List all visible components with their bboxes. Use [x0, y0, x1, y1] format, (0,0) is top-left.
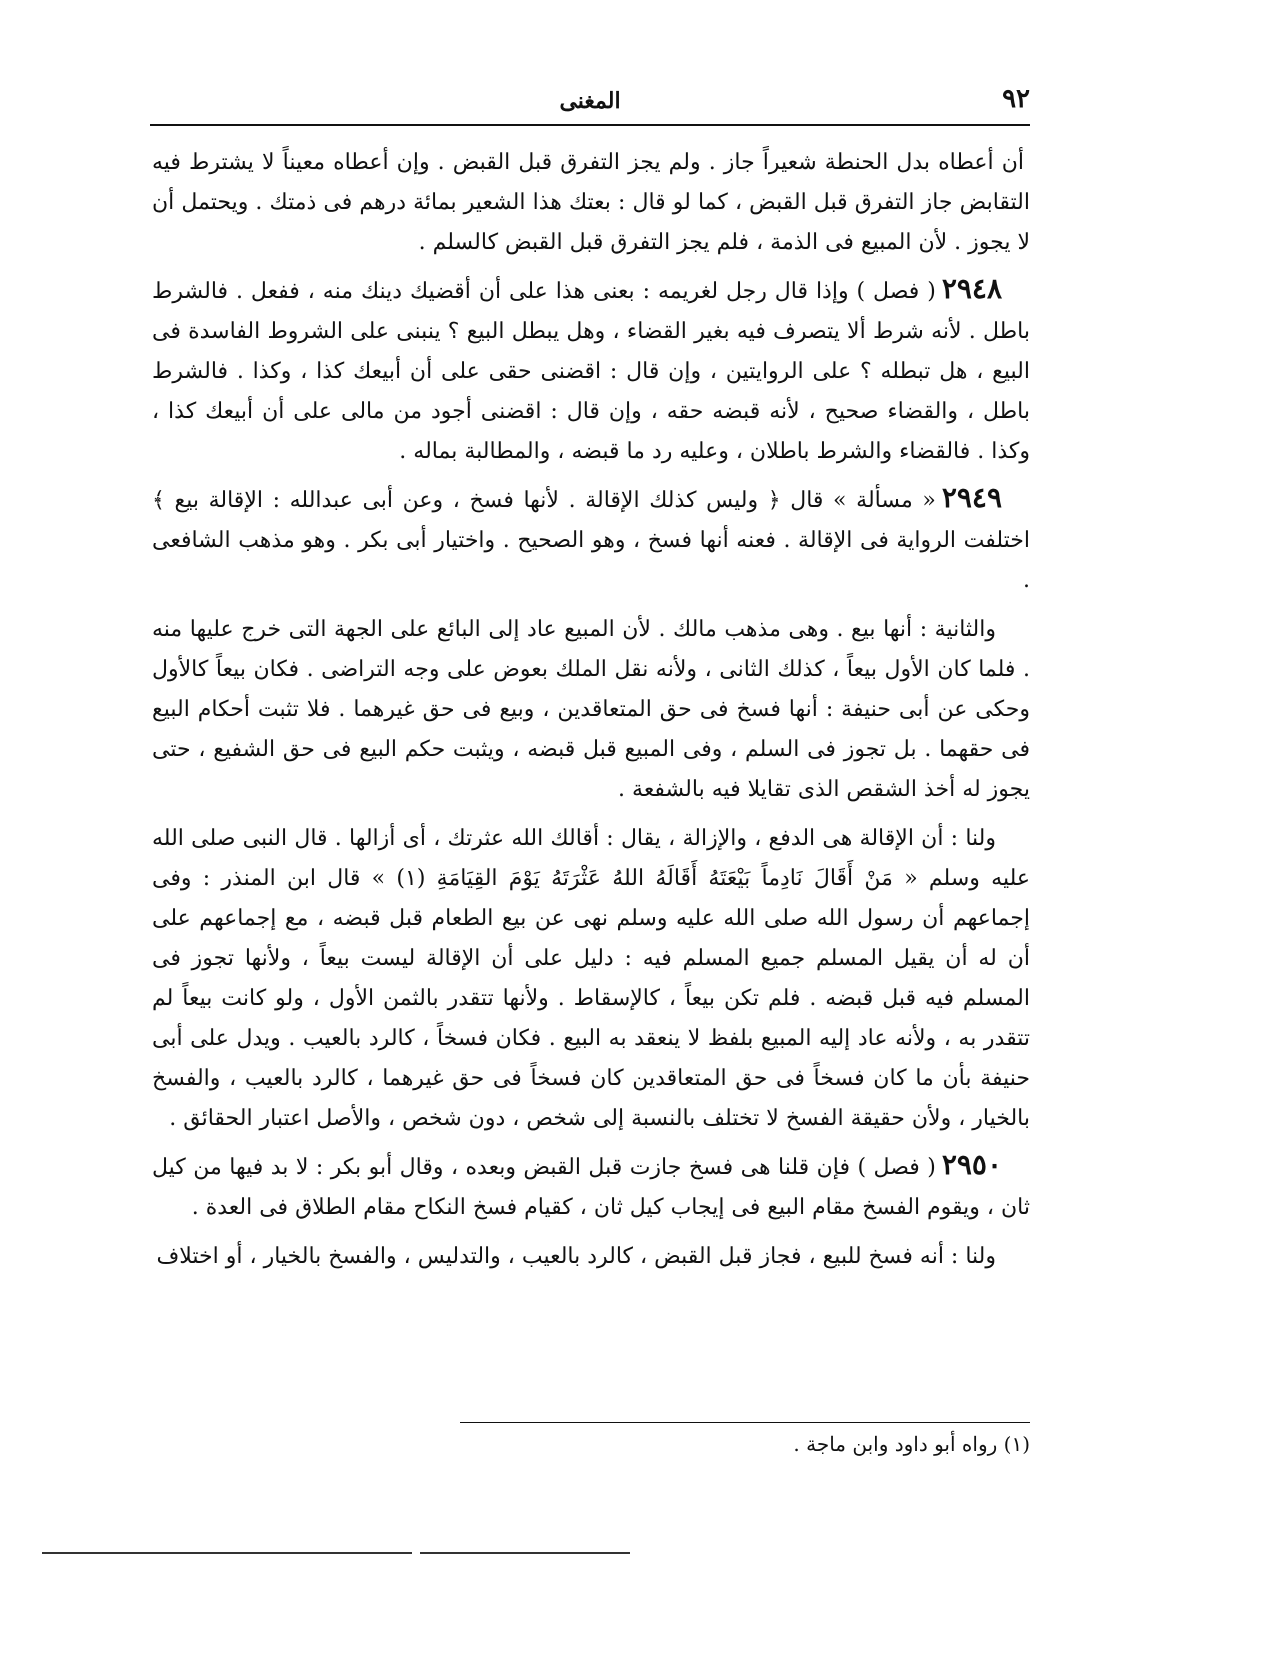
paragraph [152, 607, 1030, 810]
paragraph-text: والثانية : أنها بيع . وهى مذهب مالك . لأن المبيع عاد إلى البائع على الجهة التى خرج عليها منه . فلما كان الأول بيعاً ، كذلك الثانى ، ولأنه نقل الملك بعوض على وجه التراضى . فكان بيعاً كالأول وحكى عن أبى حنيفة : أنها فسخ فى حق المتعاقدين ، وبيع فى حق غيرهما . فلا تثبت أحكام البيع فى حقهما . بل تجوز فى السلم ، وفى المبيع قبل قبضه ، ويثبت حكم البيع فى حق الشفيع ، حتى يجوز له أخذ الشقص الذى تقايلا فيه بالشفعة . [152, 617, 1030, 802]
page-header [150, 84, 1030, 124]
paragraph-text: ولنا : أن الإقالة هى الدفع ، والإزالة ، يقال : أقالك الله عثرتك ، أى أزالها . قال النبى صلى الله عليه وسلم « مَنْ أَقَالَ نَادِماً بَيْعَتَهُ أَقَالَهُ اللهُ عَثْرَتَهُ يَوْمَ القِيَامَةِ (١) » قال ابن المنذر : وفى إجماعهم أن رسول الله صلى الله عليه وسلم نهى عن بيع الطعام قبل قبضه ، مع إجماعهم على أن له أن يقيل المسلم جميع المسلم فيه : دليل على أن الإقالة ليست بيعاً ، ولأنها تجوز فى المسلم فيه قبل قبضه . فلم تكن بيعاً ، كالإسقاط . ولأنها تتقدر بالثمن الأول ، ولو كانت بيعاً لم تتقدر به ، ولأنه عاد إليه المبيع بلفظ لا ينعقد به البيع . فكان فسخاً ، كالرد بالعيب . ويدل على أبى حنيفة بأن ما كان فسخاً فى حق المتعاقدين كان فسخاً فى حق غيرهما ، كالرد بالعيب ، والفسخ بالخيار ، ولأن حقيقة الفسخ لا تختلف بالنسبة إلى شخص ، دون شخص ، والأصل اعتبار الحقائق . [152, 826, 1030, 1131]
running-title: المغنى [559, 88, 621, 114]
paragraph-text: أن أعطاه بدل الحنطة شعيراً جاز . ولم يجز التفرق قبل القبض . وإن أعطاه معيناً لا يشترط فيه التقابض جاز التفرق قبل القبض ، كما لو قال : بعتك هذا الشعير بمائة درهم فى ذمتك . ويحتمل أن لا يجوز . لأن المبيع فى الذمة ، فلم يجز التفرق قبل القبض كالسلم . [152, 150, 1030, 255]
page-body [152, 140, 1030, 1283]
footnote-rule [460, 1422, 1030, 1423]
footnote: (١) رواه أبو داود وابن ماجة . [793, 1432, 1030, 1456]
paragraph [152, 1234, 1030, 1277]
bottom-rule [42, 1552, 412, 1554]
paragraph-text: ولنا : أنه فسخ للبيع ، فجاز قبل القبض ، كالرد بالعيب ، والتدليس ، والفسخ بالخيار ، أو اختلاف [156, 1244, 996, 1269]
paragraph-number: ٢٩٤٨ [941, 272, 1002, 305]
paragraph [152, 478, 1030, 601]
header-rule [150, 124, 1030, 126]
paragraph-text: ( فصل ) فإن قلنا هى فسخ جازت قبل القبض وبعده ، وقال أبو بكر : لا بد فيها من كيل ثان ، ويقوم الفسخ مقام البيع فى إيجاب كيل ثان ، كقيام فسخ النكاح مقام الطلاق فى العدة . [152, 1155, 1030, 1220]
paragraph [152, 816, 1030, 1139]
paragraph-number: ٢٩٤٩ [941, 481, 1002, 514]
paragraph-text: ( فصل ) وإذا قال رجل لغريمه : بعنى هذا على أن أقضيك دينك منه ، ففعل . فالشرط باطل . لأنه شرط ألا يتصرف فيه بغير القضاء ، وهل يبطل البيع ؟ ينبنى على الشروط الفاسدة فى البيع ، هل تبطله ؟ على الروايتين ، وإن قال : اقضنى حقى على أن أبيعك كذا ، وكذا . فالشرط باطل ، والقضاء صحيح ، لأنه قبضه حقه ، وإن قال : اقضنى أجود من مالى على أن أبيعك كذا ، وكذا . فالقضاء والشرط باطلان ، وعليه رد ما قبضه ، والمطالبة بماله . [152, 279, 1030, 464]
paragraph [152, 140, 1030, 263]
bottom-rule [420, 1552, 630, 1554]
page-number: ٩٢ [1002, 84, 1030, 114]
paragraph [152, 269, 1030, 472]
paragraph-number: ٢٩٥٠ [941, 1148, 1002, 1181]
paragraph [152, 1145, 1030, 1228]
paragraph-text: « مسألة » قال ﴿ وليس كذلك الإقالة . لأنها فسخ ، وعن أبى عبدالله : الإقالة بيع ﴾ اختلفت الرواية فى الإقالة . فعنه أنها فسخ ، وهو الصحيح . واختيار أبى بكر . وهو مذهب الشافعى . [152, 488, 1030, 593]
